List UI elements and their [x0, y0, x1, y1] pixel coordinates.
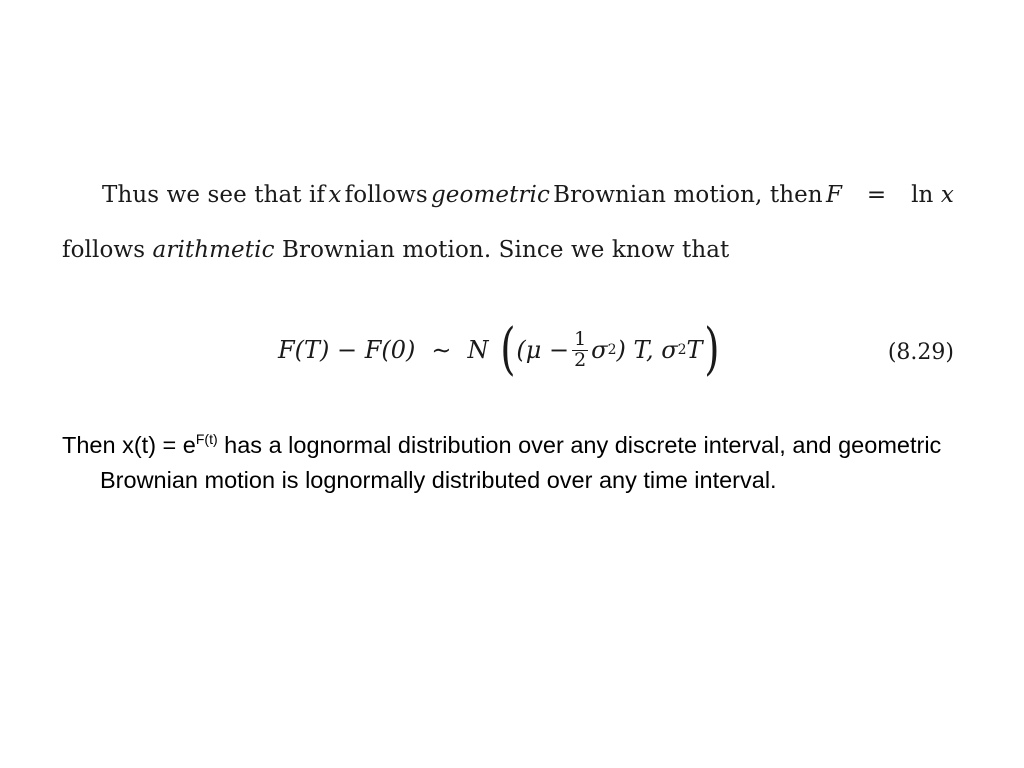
- excerpt-text: follows: [344, 182, 428, 208]
- excerpt-text: Brownian motion, then: [553, 182, 823, 208]
- excerpt-text: follows: [62, 237, 146, 263]
- variable-T: T: [686, 336, 703, 364]
- exponent: 2: [677, 342, 687, 358]
- exponent-F-of-t: F(t): [195, 431, 218, 447]
- fraction-denominator: 2: [574, 348, 587, 371]
- equation-inner: (μ −: [516, 336, 570, 364]
- excerpt-line-1: [102, 182, 954, 208]
- variable-F: F: [825, 182, 843, 208]
- exponent: 2: [607, 342, 617, 358]
- paragraph-text: has a lognormal distribution over any discrete interval, and geometric Brownian motion is lognormally distributed over any time interval.: [100, 432, 942, 493]
- body-paragraph: [62, 428, 980, 498]
- equation-inner: ) T, σ: [616, 336, 678, 364]
- paragraph-prefix: Then x(t) = e: [62, 432, 196, 458]
- equals-sign: =: [866, 182, 887, 208]
- emphasis-arithmetic: arithmetic: [152, 237, 275, 263]
- excerpt-line-2: [62, 237, 729, 263]
- excerpt-text: Brownian motion. Since we know that: [281, 237, 730, 263]
- normal-symbol: N: [467, 336, 489, 364]
- formula-inline: [826, 182, 954, 208]
- equation-8-29: [278, 317, 720, 382]
- variable-x: x: [940, 182, 954, 208]
- sigma-symbol: σ: [591, 336, 608, 364]
- tilde-symbol: ∼: [431, 336, 452, 364]
- fraction-one-half: [572, 327, 588, 371]
- excerpt-text: Thus we see that if: [102, 182, 326, 208]
- left-paren: (: [499, 317, 516, 382]
- fraction-numerator: 1: [574, 327, 587, 350]
- ln-operator: ln: [911, 182, 934, 208]
- textbook-excerpt-image: [56, 172, 966, 396]
- equation-number: (8.29): [887, 340, 954, 365]
- emphasis-geometric: geometric: [430, 182, 550, 208]
- equation-lhs: F(T) − F(0): [278, 336, 416, 364]
- variable-x: x: [328, 182, 342, 208]
- right-paren: ): [703, 317, 720, 382]
